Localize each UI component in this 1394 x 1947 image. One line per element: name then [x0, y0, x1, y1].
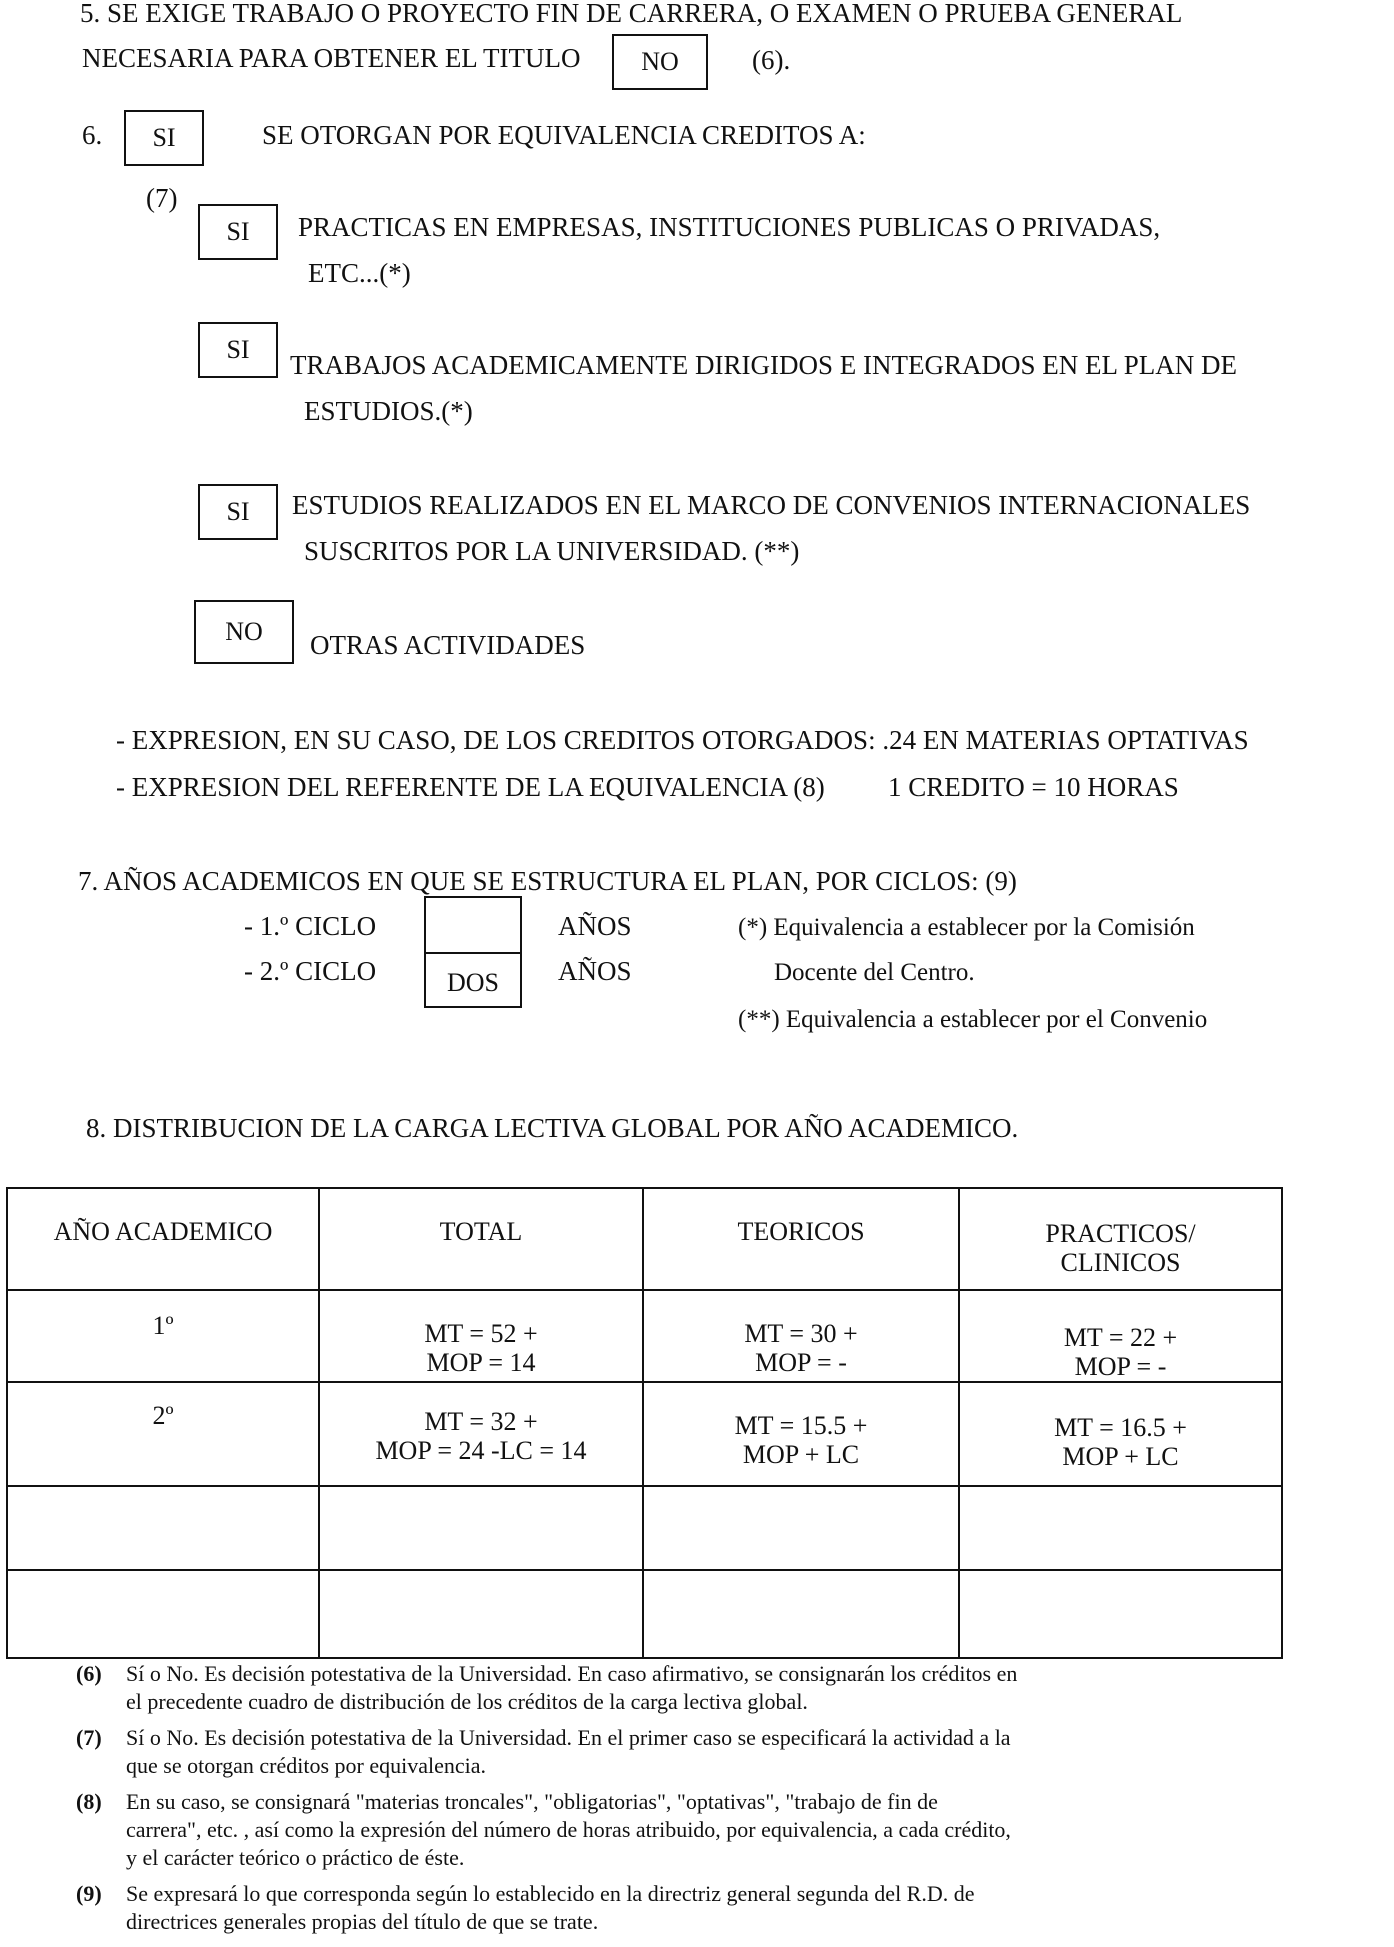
- table-row-empty: [7, 1570, 1282, 1658]
- empty-cell: [7, 1570, 319, 1658]
- empty-cell: [319, 1486, 643, 1570]
- item6-number: 6.: [82, 120, 103, 150]
- footnote-6-num: (6): [76, 1661, 102, 1686]
- footnote-9-line1: Se expresará lo que corresponda según lo establecido en la directriz general segunda del R.D. de: [126, 1881, 975, 1906]
- referente-value: 1 CREDITO = 10 HORAS: [888, 772, 1179, 802]
- item5-note-ref: (6).: [752, 45, 791, 75]
- table-row-empty: [7, 1486, 1282, 1570]
- item6-answer: SI: [152, 123, 176, 152]
- note-convenio: (**) Equivalencia a establecer por el Convenio: [738, 1006, 1208, 1033]
- row2-total: [319, 1382, 643, 1486]
- option-otras-line1: OTRAS ACTIVIDADES: [310, 630, 586, 660]
- footnote-7-line2: que se otorgan créditos por equivalencia.: [126, 1753, 487, 1778]
- header-total: [319, 1188, 643, 1290]
- ciclo1-anos: AÑOS: [558, 911, 632, 941]
- ciclo1-label: - 1.º CICLO: [244, 911, 377, 941]
- footnote-8-line3: y el carácter teórico o práctico de éste.: [126, 1845, 465, 1870]
- row1-teoricos-line2: MOP = -: [755, 1348, 847, 1377]
- table-row: [7, 1382, 1282, 1486]
- item7-title: 7. AÑOS ACADEMICOS EN QUE SE ESTRUCTURA EL PLAN, POR CICLOS: (9): [78, 866, 1017, 896]
- header-practicos-label: PRACTICOS/: [1045, 1219, 1196, 1248]
- row1-practicos: [959, 1290, 1282, 1382]
- option-box-estudios: [198, 484, 278, 540]
- expresion-referente: - EXPRESION DEL REFERENTE DE LA EQUIVALENCIA (8): [116, 772, 825, 802]
- row2-teoricos: [643, 1382, 959, 1486]
- option-trabajos-line1: TRABAJOS ACADEMICAMENTE DIRIGIDOS E INTEGRADOS EN EL PLAN DE: [290, 350, 1237, 380]
- row1-teoricos-line1: MT = 30 +: [744, 1319, 858, 1348]
- row2-teoricos-line2: MOP + LC: [742, 1440, 860, 1469]
- empty-cell: [643, 1570, 959, 1658]
- row2-total-line1: MT = 32 +: [424, 1407, 538, 1436]
- empty-cell: [643, 1486, 959, 1570]
- footnote-7-num: (7): [76, 1725, 102, 1750]
- row1-practicos-line1: MT = 22 +: [1063, 1323, 1178, 1352]
- item6-note-ref: (7): [146, 183, 178, 213]
- row1-teoricos: [643, 1290, 959, 1382]
- footnote-9-num: (9): [76, 1881, 102, 1906]
- item6-text: SE OTORGAN POR EQUIVALENCIA CREDITOS A:: [262, 120, 866, 150]
- item5-answer: NO: [641, 47, 679, 76]
- header-ano-label: AÑO ACADEMICO: [53, 1217, 273, 1246]
- option-answer-trabajos: SI: [226, 335, 250, 364]
- item5-line2: NECESARIA PARA OBTENER EL TITULO: [82, 43, 581, 73]
- row1-total-line2: MOP = 14: [426, 1348, 536, 1377]
- header-teoricos: [643, 1188, 959, 1290]
- option-practicas-line2: ETC...(*): [308, 258, 411, 288]
- row2-practicos-line1: MT = 16.5 +: [1054, 1413, 1187, 1442]
- row1-practicos-line2: MOP = -: [1074, 1352, 1167, 1381]
- footnote-7-line1: Sí o No. Es decisión potestativa de la Universidad. En el primer caso se especificará la actividad a la: [126, 1725, 1011, 1750]
- footnote-6-line2: el precedente cuadro de distribución de los créditos de la carga lectiva global.: [126, 1689, 808, 1714]
- option-practicas-line1: PRACTICAS EN EMPRESAS, INSTITUCIONES PUBLICAS O PRIVADAS,: [298, 212, 1161, 242]
- row1-year-label: 1º: [152, 1311, 174, 1340]
- footnote-8-num: (8): [76, 1789, 102, 1814]
- empty-cell: [319, 1570, 643, 1658]
- row2-teoricos-line1: MT = 15.5 +: [734, 1411, 868, 1440]
- row1-total-line1: MT = 52 +: [424, 1319, 538, 1348]
- option-answer-estudios: SI: [226, 497, 250, 526]
- header-teoricos-label: TEORICOS: [737, 1217, 865, 1246]
- note-comision-line2: Docente del Centro.: [774, 959, 975, 986]
- row2-year-label: 2º: [152, 1401, 174, 1430]
- expresion-creditos: - EXPRESION, EN SU CASO, DE LOS CREDITOS OTORGADOS: .24 EN MATERIAS OPTATIVAS: [116, 725, 1249, 755]
- option-box-trabajos: [198, 322, 278, 378]
- footnote-8-line1: En su caso, se consignará "materias troncales", "obligatorias", "optativas", "trabajo de fin de: [126, 1789, 938, 1814]
- footnote-9-line2: directrices generales propias del título de que se trate.: [126, 1909, 599, 1934]
- carga-lectiva-table: [6, 1187, 1283, 1659]
- footnote-6-line1: Sí o No. Es decisión potestativa de la Universidad. En caso afirmativo, se consignarán los créditos en: [126, 1661, 1018, 1686]
- empty-cell: [959, 1486, 1282, 1570]
- item6-answer-box: [124, 110, 204, 166]
- footnote-8-line2: carrera", etc. , así como la expresión del número de horas atribuido, por equivalencia, a cada crédito,: [126, 1817, 1011, 1842]
- option-trabajos-line2: ESTUDIOS.(*): [304, 396, 473, 426]
- row2-year: [7, 1382, 319, 1486]
- option-box-otras: [194, 600, 294, 664]
- header-total-label: TOTAL: [439, 1217, 523, 1246]
- option-answer-otras: NO: [225, 617, 263, 646]
- ciclo2-anos: AÑOS: [558, 956, 632, 986]
- item8-title: 8. DISTRIBUCION DE LA CARGA LECTIVA GLOBAL POR AÑO ACADEMICO.: [86, 1113, 1019, 1143]
- row1-year: [7, 1290, 319, 1382]
- option-estudios-line2: SUSCRITOS POR LA UNIVERSIDAD. (**): [304, 536, 800, 566]
- option-estudios-line1: ESTUDIOS REALIZADOS EN EL MARCO DE CONVENIOS INTERNACIONALES: [292, 490, 1251, 520]
- option-box-practicas: [198, 204, 278, 260]
- row2-practicos-line2: MOP + LC: [1062, 1442, 1179, 1471]
- row1-total: [319, 1290, 643, 1382]
- item5-answer-box: [612, 34, 708, 90]
- option-answer-practicas: SI: [226, 217, 250, 246]
- ciclo2-value: DOS: [446, 968, 499, 997]
- row2-total-line2: MOP = 24 -LC = 14: [375, 1436, 587, 1465]
- table-row: [7, 1290, 1282, 1382]
- empty-cell: [7, 1486, 319, 1570]
- empty-cell: [959, 1570, 1282, 1658]
- ciclo2-label: - 2.º CICLO: [244, 956, 377, 986]
- header-clinicos-label: CLINICOS: [1060, 1248, 1181, 1277]
- header-practicos: [959, 1188, 1282, 1290]
- row2-practicos: [959, 1382, 1282, 1486]
- item5-line1: 5. SE EXIGE TRABAJO O PROYECTO FIN DE CARRERA, O EXAMEN O PRUEBA GENERAL: [80, 0, 1183, 28]
- header-ano: [7, 1188, 319, 1290]
- table-header-row: [7, 1188, 1282, 1290]
- ciclo-divider: [424, 952, 522, 954]
- note-comision-line1: (*) Equivalencia a establecer por la Comisión: [738, 914, 1195, 941]
